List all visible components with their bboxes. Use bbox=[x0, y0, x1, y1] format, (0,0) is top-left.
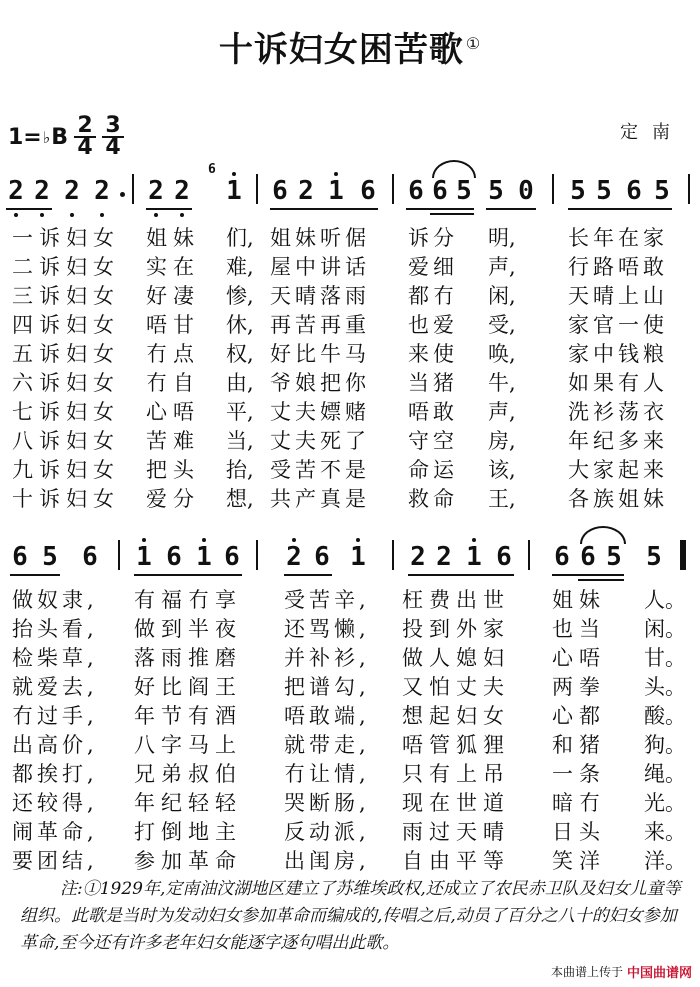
lyric-seg: 兄弟叔伯 bbox=[134, 762, 242, 786]
meter2-numerator: 3 bbox=[105, 113, 121, 138]
lyric-seg: 由, bbox=[226, 371, 254, 395]
note: 6 bbox=[360, 176, 376, 206]
lyric-verse bbox=[0, 483, 700, 512]
lyric-seg: 爷娘把你 bbox=[270, 371, 370, 395]
beam-2 bbox=[430, 213, 474, 215]
beam bbox=[146, 208, 192, 210]
lyric-seg: 并补衫, bbox=[284, 646, 370, 670]
lyric-seg: 有福冇享 bbox=[134, 588, 242, 612]
lyric-seg: 八诉妇女 bbox=[12, 429, 120, 453]
note: 1 bbox=[466, 542, 482, 572]
grace-note: 6 bbox=[208, 162, 216, 177]
note: 6 bbox=[554, 542, 570, 572]
high-dot bbox=[232, 172, 236, 176]
low-dot bbox=[40, 213, 44, 217]
lyric-seg: 大家起来 bbox=[568, 458, 668, 482]
lyric-seg: 四诉妇女 bbox=[12, 313, 120, 337]
note: 2 bbox=[34, 176, 50, 206]
lyric-seg: 哭断肠, bbox=[284, 791, 370, 815]
note: 2 bbox=[436, 542, 452, 572]
lyric-seg: 受苦不是 bbox=[270, 458, 370, 482]
lyric-seg: 唔管狐狸 bbox=[402, 733, 510, 757]
note: 5 bbox=[606, 542, 622, 572]
note: 6 bbox=[166, 542, 182, 572]
note: 6 bbox=[580, 542, 596, 572]
lyric-seg: 诉分 bbox=[408, 226, 458, 250]
lyric-seg: 命运 bbox=[408, 458, 458, 482]
lyric-seg: 笑洋 bbox=[552, 849, 606, 873]
lyric-seg: 受苦辛, bbox=[284, 588, 370, 612]
lyric-verse bbox=[0, 396, 700, 425]
lyric-seg: 休, bbox=[226, 313, 254, 337]
low-dot bbox=[180, 213, 184, 217]
lyric-seg: 行路唔敢 bbox=[568, 255, 668, 279]
lyric-verse bbox=[0, 845, 700, 874]
lyric-seg: 唔敢 bbox=[408, 400, 458, 424]
lyric-seg: 年节有酒 bbox=[134, 704, 242, 728]
lyric-verse bbox=[0, 251, 700, 280]
lyric-seg: 洗衫荡衣 bbox=[568, 400, 668, 424]
lyric-seg: 丈夫死了 bbox=[270, 429, 370, 453]
low-dot bbox=[70, 213, 74, 217]
lyric-seg: 家中钱粮 bbox=[568, 342, 668, 366]
lyric-seg: 共产真是 bbox=[270, 487, 370, 511]
beam bbox=[134, 574, 242, 576]
lyric-seg: 光。 bbox=[644, 791, 686, 815]
lyric-seg: 现在世道 bbox=[402, 791, 510, 815]
lyric-seg: 王, bbox=[488, 487, 516, 511]
meter2-denominator: 4 bbox=[105, 135, 121, 160]
lyric-seg: 抬, bbox=[226, 458, 254, 482]
lyric-verse bbox=[0, 758, 700, 787]
lyric-seg: 一诉妇女 bbox=[12, 226, 120, 250]
time-signature-2 bbox=[102, 113, 124, 160]
lyric-verse bbox=[0, 613, 700, 642]
lyric-seg: 姐妹 bbox=[146, 226, 200, 250]
lyric-seg: 闲, bbox=[488, 284, 516, 308]
lyric-seg: 绳。 bbox=[644, 762, 686, 786]
lyric-seg: 八字马上 bbox=[134, 733, 242, 757]
beam bbox=[6, 208, 52, 210]
lyric-seg: 屋中讲话 bbox=[270, 255, 370, 279]
lyric-seg: 声, bbox=[488, 255, 516, 279]
high-dot bbox=[334, 172, 338, 176]
low-dot bbox=[154, 213, 158, 217]
lyric-seg: 人。 bbox=[644, 588, 686, 612]
note: 6 bbox=[82, 542, 98, 572]
lyric-verse bbox=[0, 280, 700, 309]
lyric-seg: 当, bbox=[226, 429, 254, 453]
lyric-seg: 做人媳妇 bbox=[402, 646, 510, 670]
lyric-seg: 做奴隶, bbox=[12, 588, 98, 612]
lyric-seg: 七诉妇女 bbox=[12, 400, 120, 424]
beam bbox=[408, 574, 514, 576]
lyric-seg: 心都 bbox=[552, 704, 606, 728]
lyric-seg: 日头 bbox=[552, 820, 606, 844]
music-line-2 bbox=[0, 534, 700, 574]
lyric-seg: 落雨推磨 bbox=[134, 646, 242, 670]
lyric-seg: 雨过天晴 bbox=[402, 820, 510, 844]
lyric-verse bbox=[0, 584, 700, 613]
low-dot bbox=[100, 213, 104, 217]
lyric-seg: 要团结, bbox=[12, 849, 98, 873]
lyric-seg: 年纪多来 bbox=[568, 429, 668, 453]
lyric-seg: 冇过手, bbox=[12, 704, 98, 728]
upload-text: 本曲谱上传于 bbox=[550, 965, 623, 979]
lyric-seg: 都挨打, bbox=[12, 762, 98, 786]
lyric-seg: 平, bbox=[226, 400, 254, 424]
lyric-seg: 一条 bbox=[552, 762, 606, 786]
high-dot bbox=[292, 538, 296, 542]
lyric-verse bbox=[0, 454, 700, 483]
lyric-seg: 做到半夜 bbox=[134, 617, 242, 641]
lyric-seg: 甘。 bbox=[644, 646, 686, 670]
meter1-denominator: 4 bbox=[77, 135, 93, 160]
key-tonic: B bbox=[51, 124, 69, 150]
lyric-seg: 还骂懒, bbox=[284, 617, 370, 641]
lyric-seg: 二诉妇女 bbox=[12, 255, 120, 279]
lyric-seg: 们, bbox=[226, 226, 254, 250]
lyric-verse bbox=[0, 787, 700, 816]
lyric-seg: 五诉妇女 bbox=[12, 342, 120, 366]
lyric-verse bbox=[0, 642, 700, 671]
lyric-seg: 都冇 bbox=[408, 284, 458, 308]
note: 2 bbox=[8, 176, 24, 206]
slur bbox=[580, 526, 626, 544]
lyric-seg: 自由平等 bbox=[402, 849, 510, 873]
lyrics-block-1 bbox=[0, 222, 700, 512]
lyric-seg: 十诉妇女 bbox=[12, 487, 120, 511]
music-line-1 bbox=[0, 162, 700, 208]
lyric-seg: 惨, bbox=[226, 284, 254, 308]
lyric-seg: 就爱去, bbox=[12, 675, 98, 699]
lyric-seg: 出闺房, bbox=[284, 849, 370, 873]
barline bbox=[256, 174, 258, 204]
lyric-seg: 唤, bbox=[488, 342, 516, 366]
high-dot bbox=[202, 538, 206, 542]
note: 5 bbox=[570, 176, 586, 206]
lyric-seg: 酸。 bbox=[644, 704, 686, 728]
note: 1 bbox=[136, 542, 152, 572]
lyric-seg: 反动派, bbox=[284, 820, 370, 844]
lyric-seg: 守空 bbox=[408, 429, 458, 453]
lyric-seg: 牛, bbox=[488, 371, 516, 395]
page-title bbox=[0, 22, 700, 71]
lyric-seg: 声, bbox=[488, 400, 516, 424]
lyric-verse bbox=[0, 222, 700, 251]
lyric-seg: 冇点 bbox=[146, 342, 200, 366]
beam bbox=[568, 208, 672, 210]
meter1-numerator: 2 bbox=[77, 113, 93, 138]
lyric-seg: 和猪 bbox=[552, 733, 606, 757]
lyric-seg: 该, bbox=[488, 458, 516, 482]
lyric-seg: 把头 bbox=[146, 458, 200, 482]
note: 1 bbox=[328, 176, 344, 206]
barline bbox=[132, 174, 134, 204]
lyric-seg: 六诉妇女 bbox=[12, 371, 120, 395]
lyric-seg: 唔甘 bbox=[146, 313, 200, 337]
lyric-verse bbox=[0, 816, 700, 845]
lyric-seg: 枉费出世 bbox=[402, 588, 510, 612]
note: 5 bbox=[456, 176, 472, 206]
lyric-seg: 投到外家 bbox=[402, 617, 510, 641]
note: 5 bbox=[42, 542, 58, 572]
note: 6 bbox=[272, 176, 288, 206]
lyric-seg: 当猪 bbox=[408, 371, 458, 395]
note: 1 bbox=[196, 542, 212, 572]
note: 2 bbox=[64, 176, 80, 206]
barline bbox=[392, 174, 394, 204]
lyric-seg: 检柴草, bbox=[12, 646, 98, 670]
slur bbox=[432, 160, 476, 178]
lyric-verse bbox=[0, 338, 700, 367]
lyric-seg: 参加革命 bbox=[134, 849, 242, 873]
note: 6 bbox=[408, 176, 424, 206]
note: 2 bbox=[410, 542, 426, 572]
lyric-seg: 爱分 bbox=[146, 487, 200, 511]
note: 2 bbox=[94, 176, 110, 206]
note: 5 bbox=[654, 176, 670, 206]
lyric-seg: 来使 bbox=[408, 342, 458, 366]
beam bbox=[552, 574, 624, 576]
lyric-seg: 闲。 bbox=[644, 617, 686, 641]
lyric-seg: 想, bbox=[226, 487, 254, 511]
lyric-seg: 再苦再重 bbox=[270, 313, 370, 337]
final-barline bbox=[680, 540, 686, 570]
note: 6 bbox=[314, 542, 330, 572]
high-dot bbox=[142, 538, 146, 542]
flat-sign: ♭ bbox=[42, 127, 51, 147]
note: 2 bbox=[174, 176, 190, 206]
lyric-seg: 好比牛马 bbox=[270, 342, 370, 366]
lyric-seg: 头。 bbox=[644, 675, 686, 699]
note: 2 bbox=[298, 176, 314, 206]
lyric-seg: 来。 bbox=[644, 820, 686, 844]
lyric-seg: 心唔 bbox=[146, 400, 200, 424]
lyric-seg: 只有上吊 bbox=[402, 762, 510, 786]
lyric-verse bbox=[0, 729, 700, 758]
lyric-verse bbox=[0, 425, 700, 454]
lyric-seg: 受, bbox=[488, 313, 516, 337]
beam-2 bbox=[578, 579, 624, 581]
note: 1 bbox=[350, 542, 366, 572]
note: 5 bbox=[596, 176, 612, 206]
high-dot bbox=[472, 538, 476, 542]
lyric-seg: 长年在家 bbox=[568, 226, 668, 250]
barline bbox=[118, 540, 120, 570]
lyric-seg: 九诉妇女 bbox=[12, 458, 120, 482]
note: 6 bbox=[12, 542, 28, 572]
lyric-seg: 各族姐妹 bbox=[568, 487, 668, 511]
lyric-seg: 如果有人 bbox=[568, 371, 668, 395]
footer bbox=[551, 962, 692, 981]
barline bbox=[552, 174, 554, 204]
note: 6 bbox=[626, 176, 642, 206]
beam bbox=[284, 574, 332, 576]
lyric-seg: 苦难 bbox=[146, 429, 200, 453]
lyric-seg: 姐妹 bbox=[552, 588, 606, 612]
lyric-seg: 救命 bbox=[408, 487, 458, 511]
title-footnote-mark: ① bbox=[465, 33, 482, 53]
lyric-seg: 暗冇 bbox=[552, 791, 606, 815]
beam bbox=[10, 574, 60, 576]
lyric-seg: 把谱勾, bbox=[284, 675, 370, 699]
lyric-seg: 洋。 bbox=[644, 849, 686, 873]
augmentation-dot bbox=[120, 192, 125, 197]
time-signature-1 bbox=[74, 113, 96, 160]
barline bbox=[528, 540, 530, 570]
note: 2 bbox=[148, 176, 164, 206]
lyric-verse bbox=[0, 309, 700, 338]
lyric-seg: 年纪轻轻 bbox=[134, 791, 242, 815]
note: 0 bbox=[518, 176, 534, 206]
lyric-seg: 还较得, bbox=[12, 791, 98, 815]
author-credit: 定南 bbox=[620, 122, 684, 143]
lyric-seg: 想起妇女 bbox=[402, 704, 510, 728]
note: 2 bbox=[286, 542, 302, 572]
lyric-seg: 狗。 bbox=[644, 733, 686, 757]
lyric-seg: 抬头看, bbox=[12, 617, 98, 641]
barline bbox=[688, 174, 690, 204]
lyric-seg: 好凄 bbox=[146, 284, 200, 308]
lyric-seg: 又怕丈夫 bbox=[402, 675, 510, 699]
low-dot bbox=[14, 213, 18, 217]
lyric-seg: 天晴落雨 bbox=[270, 284, 370, 308]
note: 6 bbox=[224, 542, 240, 572]
lyric-seg: 明, bbox=[488, 226, 516, 250]
lyric-seg: 丈夫嫖赌 bbox=[270, 400, 370, 424]
lyric-seg: 冇让情, bbox=[284, 762, 370, 786]
barline bbox=[256, 540, 258, 570]
lyric-seg: 家官一使 bbox=[568, 313, 668, 337]
lyric-seg: 权, bbox=[226, 342, 254, 366]
note: 1 bbox=[226, 176, 242, 206]
note: 5 bbox=[646, 542, 662, 572]
lyric-seg: 闹革命, bbox=[12, 820, 98, 844]
lyrics-block-2 bbox=[0, 584, 700, 874]
barline bbox=[392, 540, 394, 570]
lyric-verse bbox=[0, 671, 700, 700]
lyric-seg: 心唔 bbox=[552, 646, 606, 670]
lyric-seg: 也当 bbox=[552, 617, 606, 641]
footnote-text: 注:①1929年,定南油汶湖地区建立了苏维埃政权,还成立了农民赤卫队及妇女儿童等组织。此歌是当时为发动妇女参加革命而编成的,传唱之后,动员了百分之八十的妇女参加革命,至今还有许多老年妇女能逐字逐句唱出此歌。 bbox=[20, 879, 681, 953]
lyric-seg: 三诉妇女 bbox=[12, 284, 120, 308]
lyric-seg: 房, bbox=[488, 429, 516, 453]
note: 5 bbox=[488, 176, 504, 206]
lyric-seg: 天晴上山 bbox=[568, 284, 668, 308]
lyric-seg: 两拳 bbox=[552, 675, 606, 699]
lyric-seg: 就带走, bbox=[284, 733, 370, 757]
note: 6 bbox=[496, 542, 512, 572]
high-dot bbox=[356, 538, 360, 542]
lyric-seg: 好比阎王 bbox=[134, 675, 242, 699]
lyric-seg: 实在 bbox=[146, 255, 200, 279]
beam bbox=[406, 208, 474, 210]
lyric-seg: 难, bbox=[226, 255, 254, 279]
key-signature bbox=[8, 113, 124, 160]
lyric-seg: 冇自 bbox=[146, 371, 200, 395]
lyric-seg: 出高价, bbox=[12, 733, 98, 757]
lyric-seg: 姐妹听倨 bbox=[270, 226, 370, 250]
title-text: 十诉妇女困苦歌 bbox=[218, 30, 464, 70]
lyric-seg: 也爱 bbox=[408, 313, 458, 337]
lyric-seg: 打倒地主 bbox=[134, 820, 242, 844]
key-prefix: 1= bbox=[8, 124, 42, 150]
note: 6 bbox=[432, 176, 448, 206]
beam bbox=[270, 208, 378, 210]
lyric-verse bbox=[0, 700, 700, 729]
lyric-verse bbox=[0, 367, 700, 396]
lyric-seg: 爱细 bbox=[408, 255, 458, 279]
beam bbox=[486, 208, 536, 210]
site-logo[interactable]: 中国曲谱网 bbox=[626, 966, 692, 981]
lyric-seg: 唔敢端, bbox=[284, 704, 370, 728]
